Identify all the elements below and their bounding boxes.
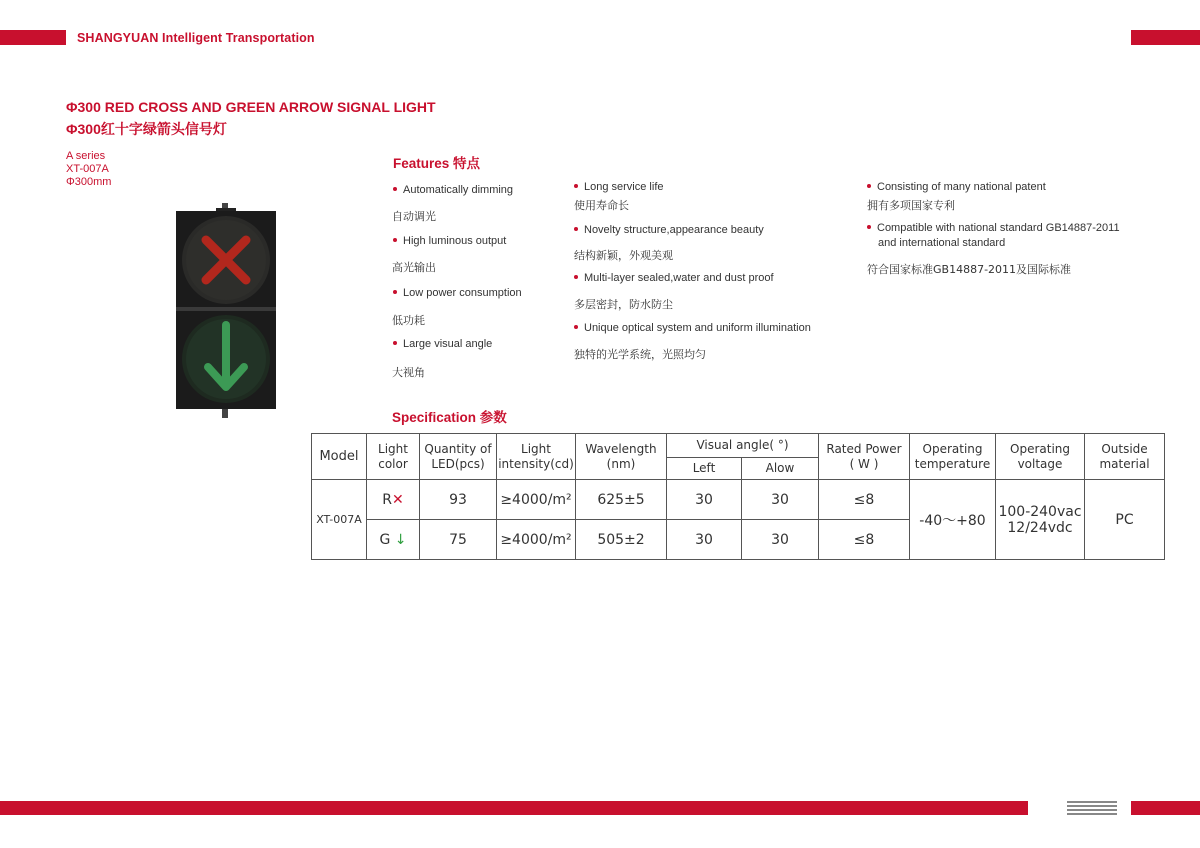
- cell-wavelength: 625±5: [576, 480, 667, 520]
- header-alow: Alow: [742, 458, 819, 480]
- header-visual-angle: Visual angle( °): [667, 434, 819, 458]
- feature-item: Compatible with national standard GB14887-2011: [867, 222, 1120, 234]
- feature-item-zh: 符合国家标准GB14887-2011及国际标准: [867, 263, 1072, 276]
- cell-voltage: 100-240vac 12/24vdc: [996, 480, 1085, 560]
- feature-item-zh: 自动调光: [392, 210, 436, 223]
- cell-model: XT-007A: [312, 480, 367, 560]
- signal-light-image: [176, 203, 276, 418]
- page-title-en: Φ300 RED CROSS AND GREEN ARROW SIGNAL LIGHT: [66, 99, 436, 115]
- features-heading: Features 特点: [393, 156, 481, 171]
- specification-table: [311, 433, 1165, 560]
- cell-quantity: 93: [420, 480, 497, 520]
- cell-power: ≤8: [819, 520, 910, 560]
- footer-lines-decoration: [1067, 801, 1117, 817]
- cell-left: 30: [667, 520, 742, 560]
- cell-quantity: 75: [420, 520, 497, 560]
- series-name: A series: [66, 150, 106, 162]
- header-operating-temperature: Operating temperature: [910, 434, 996, 480]
- header-left: Left: [667, 458, 742, 480]
- page-title-zh: Φ300红十字绿箭头信号灯: [66, 121, 227, 137]
- cell-left: 30: [667, 480, 742, 520]
- header-intensity: Light intensity(cd): [497, 434, 576, 480]
- header-bar-right: [1131, 30, 1200, 45]
- red-cross-symbol-icon: ✕: [392, 491, 404, 508]
- feature-item-zh: 低功耗: [392, 314, 425, 327]
- feature-item-zh: 多层密封，防水防尘: [574, 298, 673, 311]
- series-info: [66, 150, 111, 189]
- feature-item-zh: 大视角: [392, 366, 425, 379]
- cell-material: PC: [1085, 480, 1165, 560]
- feature-item: Novelty structure,appearance beauty: [574, 224, 764, 236]
- table-row: [312, 480, 1165, 520]
- header-quantity: Quantity of LED(pcs): [420, 434, 497, 480]
- cell-power: ≤8: [819, 480, 910, 520]
- footer-bar-right: [1131, 801, 1200, 815]
- feature-item: Consisting of many national patent: [867, 181, 1046, 193]
- green-arrow-symbol-icon: ↓: [394, 531, 407, 548]
- cell-temperature: -40～+80: [910, 480, 996, 560]
- header-outside-material: Outside material: [1085, 434, 1165, 480]
- feature-item: Long service life: [574, 181, 664, 193]
- cell-intensity: ≥4000/m²: [497, 480, 576, 520]
- cell-alow: 30: [742, 520, 819, 560]
- feature-item-zh: 结构新颖，外观美观: [574, 249, 673, 262]
- footer-bar-left: [0, 801, 1028, 815]
- feature-item: Automatically dimming: [393, 184, 513, 196]
- feature-item-continued: and international standard: [878, 237, 1006, 249]
- cell-light-color: G ↓: [367, 520, 420, 560]
- feature-item: High luminous output: [393, 235, 506, 247]
- cell-intensity: ≥4000/m²: [497, 520, 576, 560]
- brand-name: SHANGYUAN Intelligent Transportation: [77, 31, 315, 45]
- header-rated-power: Rated Power ( W ): [819, 434, 910, 480]
- series-size: Φ300mm: [66, 176, 112, 188]
- feature-item-zh: 拥有多项国家专利: [867, 199, 955, 212]
- header-operating-voltage: Operating voltage: [996, 434, 1085, 480]
- feature-item-zh: 使用寿命长: [574, 199, 629, 212]
- feature-item-zh: 独特的光学系统，光照均匀: [574, 348, 706, 361]
- feature-item: Multi-layer sealed,water and dust proof: [574, 272, 774, 284]
- header-wavelength: Wavelength (nm): [576, 434, 667, 480]
- cell-wavelength: 505±2: [576, 520, 667, 560]
- header-light-color: Light color: [367, 434, 420, 480]
- feature-item: Low power consumption: [393, 287, 522, 299]
- header-model: Model: [312, 434, 367, 480]
- header-bar-left: [0, 30, 66, 45]
- specification-heading: Specification 参数: [392, 410, 507, 425]
- feature-item: Unique optical system and uniform illumination: [574, 322, 811, 334]
- cell-light-color: R✕: [367, 480, 420, 520]
- series-model: XT-007A: [66, 163, 109, 175]
- cell-alow: 30: [742, 480, 819, 520]
- feature-item-zh: 高光输出: [392, 261, 436, 274]
- feature-item: Large visual angle: [393, 338, 492, 350]
